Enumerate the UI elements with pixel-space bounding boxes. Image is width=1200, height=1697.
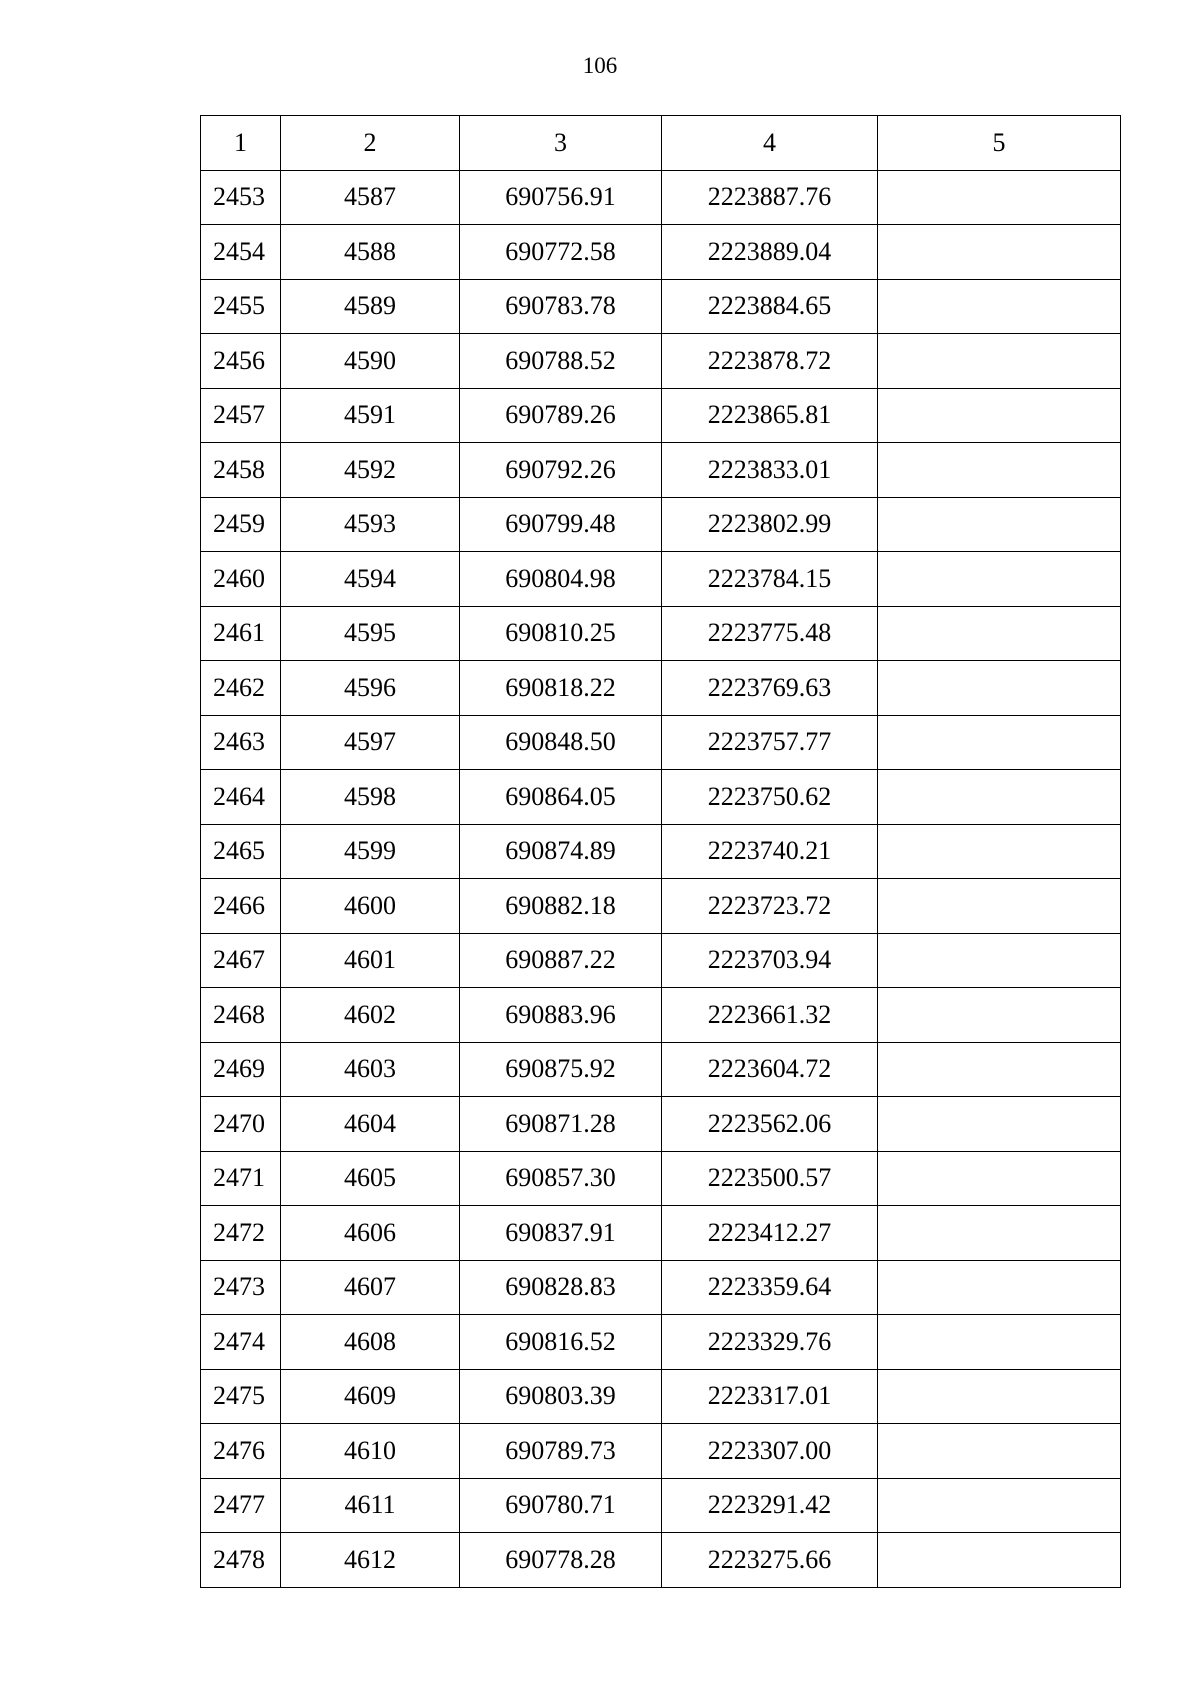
table-row <box>201 606 1121 661</box>
table-cell-col-2: 4598 <box>281 770 460 825</box>
table-cell-col-1: 2459 <box>201 497 281 552</box>
table-cell-col-2: 4607 <box>281 1260 460 1315</box>
table-cell-col-1: 2476 <box>201 1424 281 1479</box>
table-cell-col-2: 4606 <box>281 1206 460 1261</box>
table-row <box>201 988 1121 1043</box>
table-cell-col-5 <box>878 279 1121 334</box>
table-cell-col-3: 690816.52 <box>460 1315 662 1370</box>
table-cell-col-4: 2223723.72 <box>662 879 878 934</box>
table-cell-col-5 <box>878 1151 1121 1206</box>
table-cell-col-1: 2461 <box>201 606 281 661</box>
table-cell-col-5 <box>878 1478 1121 1533</box>
table-cell-col-3: 690818.22 <box>460 661 662 716</box>
table-cell-col-1: 2460 <box>201 552 281 607</box>
table-cell-col-3: 690772.58 <box>460 225 662 280</box>
table-row <box>201 661 1121 716</box>
table-cell-col-1: 2456 <box>201 334 281 389</box>
table-cell-col-1: 2453 <box>201 170 281 225</box>
table-row <box>201 715 1121 770</box>
table-cell-col-5 <box>878 552 1121 607</box>
table-cell-col-5 <box>878 988 1121 1043</box>
table-cell-col-2: 4587 <box>281 170 460 225</box>
table-row <box>201 1206 1121 1261</box>
table-header-row <box>201 116 1121 171</box>
table-cell-col-4: 2223291.42 <box>662 1478 878 1533</box>
table-row <box>201 334 1121 389</box>
table-cell-col-4: 2223703.94 <box>662 933 878 988</box>
table-cell-col-2: 4591 <box>281 388 460 443</box>
table-cell-col-3: 690810.25 <box>460 606 662 661</box>
table-row <box>201 552 1121 607</box>
table-cell-col-3: 690837.91 <box>460 1206 662 1261</box>
table-cell-col-3: 690871.28 <box>460 1097 662 1152</box>
table-cell-col-1: 2455 <box>201 279 281 334</box>
table-cell-col-4: 2223500.57 <box>662 1151 878 1206</box>
table-row <box>201 1424 1121 1479</box>
table-cell-col-2: 4596 <box>281 661 460 716</box>
table-cell-col-2: 4590 <box>281 334 460 389</box>
table-cell-col-4: 2223775.48 <box>662 606 878 661</box>
table-cell-col-4: 2223307.00 <box>662 1424 878 1479</box>
table-cell-col-2: 4599 <box>281 824 460 879</box>
table-cell-col-5 <box>878 770 1121 825</box>
table-cell-col-1: 2463 <box>201 715 281 770</box>
table-row <box>201 443 1121 498</box>
table-cell-col-5 <box>878 1533 1121 1588</box>
table-cell-col-3: 690883.96 <box>460 988 662 1043</box>
table-cell-col-2: 4604 <box>281 1097 460 1152</box>
table-cell-col-3: 690804.98 <box>460 552 662 607</box>
table-cell-col-2: 4602 <box>281 988 460 1043</box>
table-row <box>201 1315 1121 1370</box>
table-row <box>201 1097 1121 1152</box>
table-cell-col-4: 2223865.81 <box>662 388 878 443</box>
table-cell-col-5 <box>878 334 1121 389</box>
table-row <box>201 879 1121 934</box>
table-cell-col-2: 4609 <box>281 1369 460 1424</box>
table-cell-col-1: 2473 <box>201 1260 281 1315</box>
table-cell-col-2: 4593 <box>281 497 460 552</box>
table-cell-col-1: 2470 <box>201 1097 281 1152</box>
table-cell-col-3: 690882.18 <box>460 879 662 934</box>
table-cell-col-3: 690778.28 <box>460 1533 662 1588</box>
table-cell-col-5 <box>878 1369 1121 1424</box>
table-cell-col-2: 4597 <box>281 715 460 770</box>
table-row <box>201 1369 1121 1424</box>
table-cell-col-4: 2223562.06 <box>662 1097 878 1152</box>
table-cell-col-3: 690803.39 <box>460 1369 662 1424</box>
table-body <box>201 170 1121 1587</box>
column-header-3: 3 <box>460 116 662 171</box>
table-cell-col-5 <box>878 1424 1121 1479</box>
table-cell-col-4: 2223661.32 <box>662 988 878 1043</box>
table-row <box>201 170 1121 225</box>
table-cell-col-5 <box>878 824 1121 879</box>
table-cell-col-5 <box>878 1260 1121 1315</box>
table-cell-col-3: 690799.48 <box>460 497 662 552</box>
table-cell-col-3: 690887.22 <box>460 933 662 988</box>
table-cell-col-2: 4608 <box>281 1315 460 1370</box>
table-row <box>201 770 1121 825</box>
table-cell-col-5 <box>878 497 1121 552</box>
table-cell-col-3: 690828.83 <box>460 1260 662 1315</box>
table-row <box>201 1260 1121 1315</box>
column-header-4: 4 <box>662 116 878 171</box>
table-cell-col-2: 4595 <box>281 606 460 661</box>
table-row <box>201 1151 1121 1206</box>
table-cell-col-3: 690874.89 <box>460 824 662 879</box>
page-number: 106 <box>582 53 618 78</box>
table-cell-col-3: 690875.92 <box>460 1042 662 1097</box>
table-cell-col-4: 2223604.72 <box>662 1042 878 1097</box>
column-header-2: 2 <box>281 116 460 171</box>
table-cell-col-3: 690783.78 <box>460 279 662 334</box>
column-header-1: 1 <box>201 116 281 171</box>
table-cell-col-4: 2223833.01 <box>662 443 878 498</box>
table-cell-col-1: 2474 <box>201 1315 281 1370</box>
table-cell-col-3: 690756.91 <box>460 170 662 225</box>
table-cell-col-4: 2223359.64 <box>662 1260 878 1315</box>
table-cell-col-3: 690780.71 <box>460 1478 662 1533</box>
table-cell-col-1: 2462 <box>201 661 281 716</box>
table-cell-col-1: 2469 <box>201 1042 281 1097</box>
table-cell-col-5 <box>878 606 1121 661</box>
table-cell-col-2: 4601 <box>281 933 460 988</box>
table-cell-col-3: 690848.50 <box>460 715 662 770</box>
table-row <box>201 933 1121 988</box>
table-cell-col-5 <box>878 170 1121 225</box>
table-cell-col-2: 4610 <box>281 1424 460 1479</box>
table-cell-col-2: 4605 <box>281 1151 460 1206</box>
table-row <box>201 1478 1121 1533</box>
table-cell-col-4: 2223275.66 <box>662 1533 878 1588</box>
table-cell-col-1: 2466 <box>201 879 281 934</box>
table-cell-col-1: 2467 <box>201 933 281 988</box>
table-cell-col-4: 2223784.15 <box>662 552 878 607</box>
table-cell-col-1: 2457 <box>201 388 281 443</box>
table-row <box>201 225 1121 280</box>
table-cell-col-2: 4589 <box>281 279 460 334</box>
table-cell-col-4: 2223757.77 <box>662 715 878 770</box>
table-cell-col-1: 2454 <box>201 225 281 280</box>
table-cell-col-1: 2478 <box>201 1533 281 1588</box>
table-cell-col-2: 4612 <box>281 1533 460 1588</box>
table-cell-col-5 <box>878 225 1121 280</box>
table-cell-col-2: 4603 <box>281 1042 460 1097</box>
table-row <box>201 279 1121 334</box>
table-cell-col-5 <box>878 1097 1121 1152</box>
table-cell-col-2: 4600 <box>281 879 460 934</box>
column-header-5: 5 <box>878 116 1121 171</box>
table-cell-col-5 <box>878 388 1121 443</box>
table-cell-col-3: 690864.05 <box>460 770 662 825</box>
table-cell-col-1: 2477 <box>201 1478 281 1533</box>
table-cell-col-3: 690789.26 <box>460 388 662 443</box>
table-cell-col-1: 2475 <box>201 1369 281 1424</box>
table-cell-col-5 <box>878 715 1121 770</box>
table-cell-col-1: 2471 <box>201 1151 281 1206</box>
table-cell-col-2: 4592 <box>281 443 460 498</box>
table-cell-col-1: 2472 <box>201 1206 281 1261</box>
table-cell-col-4: 2223878.72 <box>662 334 878 389</box>
table-row <box>201 388 1121 443</box>
table-cell-col-4: 2223769.63 <box>662 661 878 716</box>
table-cell-col-2: 4611 <box>281 1478 460 1533</box>
table-cell-col-5 <box>878 443 1121 498</box>
table-cell-col-5 <box>878 1315 1121 1370</box>
table-row <box>201 497 1121 552</box>
table-cell-col-1: 2468 <box>201 988 281 1043</box>
table-row <box>201 824 1121 879</box>
table-cell-col-5 <box>878 661 1121 716</box>
table-cell-col-2: 4588 <box>281 225 460 280</box>
table-cell-col-5 <box>878 1042 1121 1097</box>
table-cell-col-4: 2223740.21 <box>662 824 878 879</box>
table-cell-col-3: 690788.52 <box>460 334 662 389</box>
table-cell-col-5 <box>878 933 1121 988</box>
table-cell-col-1: 2464 <box>201 770 281 825</box>
table-row <box>201 1533 1121 1588</box>
table-cell-col-4: 2223884.65 <box>662 279 878 334</box>
table-cell-col-4: 2223889.04 <box>662 225 878 280</box>
table-cell-col-3: 690789.73 <box>460 1424 662 1479</box>
table-cell-col-1: 2458 <box>201 443 281 498</box>
table-cell-col-4: 2223317.01 <box>662 1369 878 1424</box>
table-cell-col-4: 2223802.99 <box>662 497 878 552</box>
table-cell-col-4: 2223412.27 <box>662 1206 878 1261</box>
table-cell-col-4: 2223887.76 <box>662 170 878 225</box>
table-cell-col-3: 690857.30 <box>460 1151 662 1206</box>
table-cell-col-1: 2465 <box>201 824 281 879</box>
table-cell-col-5 <box>878 879 1121 934</box>
table-cell-col-4: 2223329.76 <box>662 1315 878 1370</box>
table-row <box>201 1042 1121 1097</box>
table-cell-col-2: 4594 <box>281 552 460 607</box>
table-cell-col-4: 2223750.62 <box>662 770 878 825</box>
coordinates-table <box>200 115 1121 1588</box>
table-cell-col-5 <box>878 1206 1121 1261</box>
table-cell-col-3: 690792.26 <box>460 443 662 498</box>
